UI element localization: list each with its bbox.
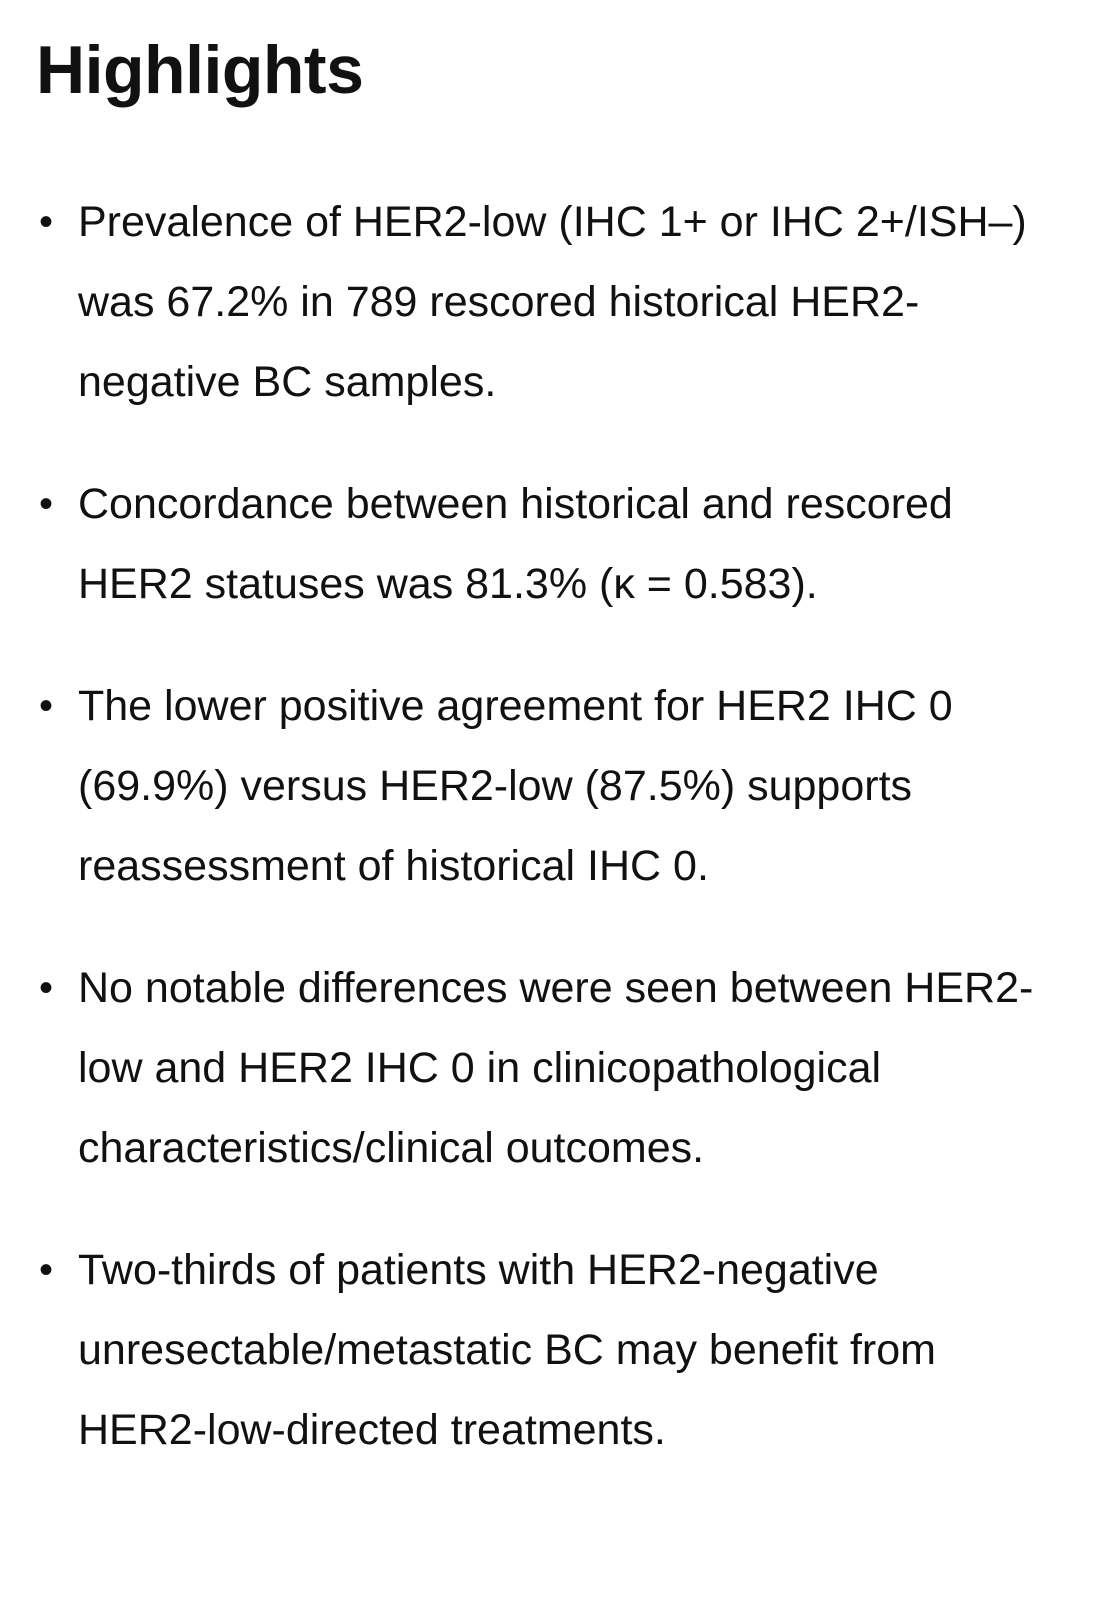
bullet-icon: • [38, 966, 53, 1010]
bullet-icon: • [38, 482, 53, 526]
page-title: Highlights [36, 32, 364, 108]
bullet-icon: • [38, 1248, 53, 1292]
list-item-text: Concordance between historical and rescored HER2 statuses was 81.3% (κ = 0.583). [78, 480, 953, 608]
list-item-text: No notable differences were seen between HER2-low and HER2 IHC 0 in clinicopathological characteristics/clinical outcomes. [78, 964, 1034, 1172]
bullet-icon: • [38, 200, 53, 244]
list-item-text: Two-thirds of patients with HER2-negative unresectable/metastatic BC may benefit from HER2-low-directed treatments. [78, 1246, 936, 1454]
list-item [36, 182, 1051, 422]
list-item [36, 1230, 1051, 1470]
list-item-text: Prevalence of HER2-low (IHC 1+ or IHC 2+/ISH–) was 67.2% in 789 rescored historical HER2-negative BC samples. [78, 198, 1027, 406]
list-item [36, 666, 1051, 906]
list-item-text: The lower positive agreement for HER2 IHC 0 (69.9%) versus HER2-low (87.5%) supports reassessment of historical IHC 0. [78, 682, 953, 890]
list-item [36, 948, 1051, 1188]
list-item [36, 464, 1051, 624]
highlights-list [36, 182, 1051, 1470]
bullet-icon: • [38, 684, 53, 728]
